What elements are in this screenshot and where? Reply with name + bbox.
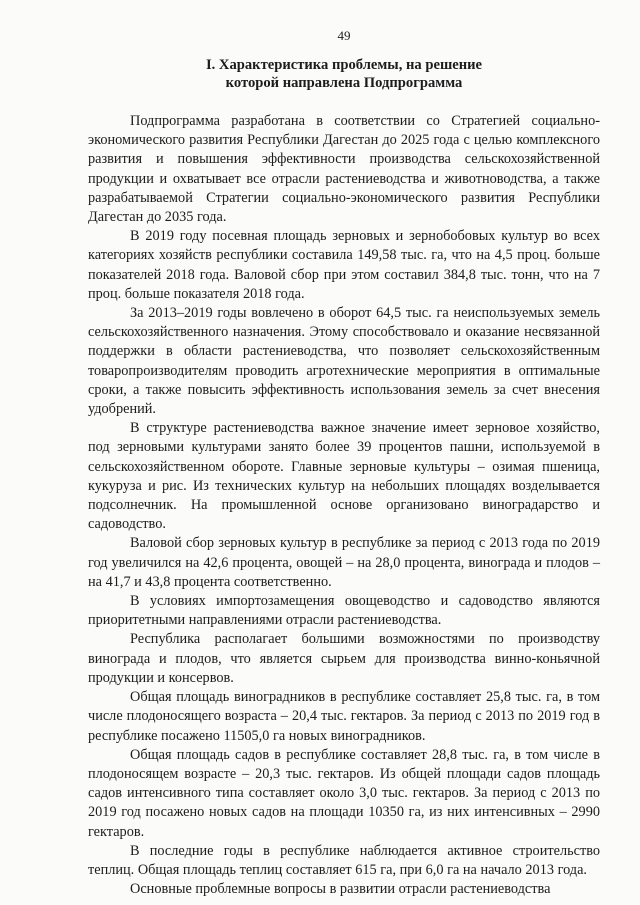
paragraph-land-turnover: За 2013–2019 годы вовлечено в оборот 64,5 тыс. га неиспользуемых земель сельскохозяйственного назначения. Этому способствовало и оказание несвязанной поддержки в области растениеводства, что позволяет сельскохозяйственным товаропроизводителям проводить агротехнические мероприятия в оптимальные сроки, а также повысить эффективность использования земель за счет внесения удобрений. xyxy=(88,305,600,418)
paragraph-sown-area-2019: В 2019 году посевная площадь зерновых и зернобобовых культур во всех категориях хозяйств республики составила 149,58 тыс. га, что на 4,5 проц. больше показателей 2018 года. Валовой сбор при этом составил 384,8 тыс. тонн, что на 7 проц. больше показателя 2018 года. xyxy=(88,228,600,302)
paragraph-greenhouses: В последние годы в республике наблюдается активное строительство теплиц. Общая площадь теплиц составляет 615 га, при 6,0 га на начало 2013 года. xyxy=(88,842,600,878)
section-title-line-2: которой направлена Подпрограмма xyxy=(225,75,463,91)
page-number: 49 xyxy=(337,28,351,43)
paragraph-main-issues: Основные проблемные вопросы в развитии отрасли растениеводства xyxy=(130,881,551,898)
paragraph-strategy: Подпрограмма разработана в соответствии со Стратегией социально-экономического развития Республики Дагестан до 2025 года с целью комплексного развития и повышения эффективности производства сельскохозяйственной продукции и охватывает все отрасли растениеводства и животноводства, а также разрабатываемой Стратегии социально-экономического развития Республики Дагестан до 2035 года. xyxy=(88,113,600,226)
paragraph-crop-structure: В структуре растениеводства важное значение имеет зерновое хозяйство, под зерновыми культурами занято более 39 процентов пашни, используемой в сельскохозяйственном обороте. Главные зерновые культуры – озимая пшеница, кукуруза и рис. Из технических культур на небольших площадях возделывается подсолнечник. На промышленной основе организовано виноградарство и садоводство. xyxy=(88,420,600,533)
paragraph-import-substitution: В условиях импортозамещения овощеводство и садоводство являются приоритетными направлениями отрасли растениеводства. xyxy=(88,593,600,629)
paragraph-grapes-fruits: Республика располагает большими возможностями по производству винограда и плодов, что является сырьем для производства винно-коньячной продукции и консервов. xyxy=(88,631,600,686)
paragraph-gross-harvest: Валовой сбор зерновых культур в республике за период с 2013 года по 2019 год увеличился на 42,6 процента, овощей – на 28,0 процента, винограда и плодов – на 41,7 и 43,8 процента соответственно. xyxy=(88,535,600,590)
paragraph-vineyards: Общая площадь виноградников в республике составляет 25,8 тыс. га, в том числе плодоносящего возраста – 20,4 тыс. гектаров. За период с 2013 по 2019 год в республике посажено 11505,0 га новых виноградников. xyxy=(88,689,600,744)
section-title-line-1: I. Характеристика проблемы, на решение xyxy=(205,57,483,73)
section-title xyxy=(88,56,600,92)
paragraph-orchards: Общая площадь садов в республике составляет 28,8 тыс. га, в том числе в плодоносящем возрасте – 20,3 тыс. гектаров. Из общей площади садов площадь садов интенсивного типа составляет около 3,0 тыс. гектаров. За период с 2013 по 2019 год посажено новых садов на площади 10350 га, из них интенсивных – 2990 гектаров. xyxy=(88,746,600,840)
